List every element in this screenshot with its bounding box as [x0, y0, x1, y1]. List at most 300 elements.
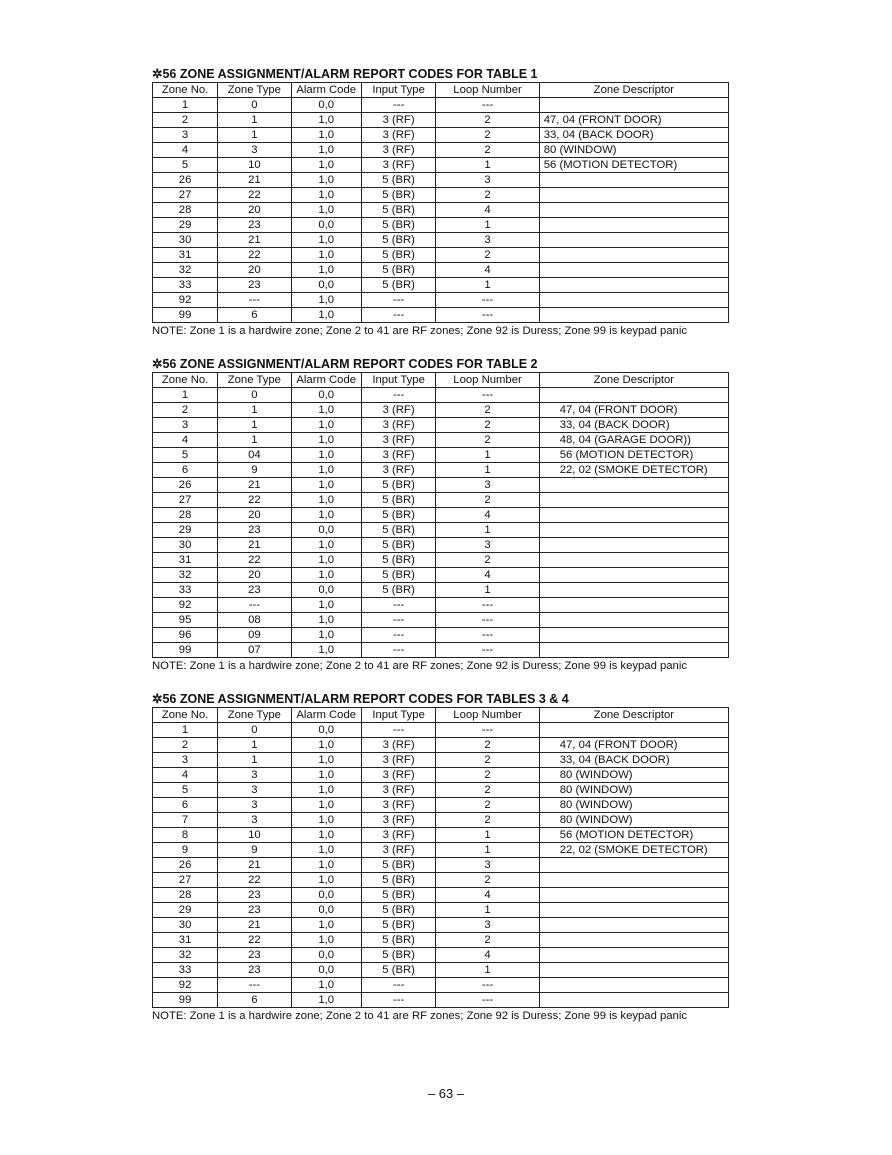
table-cell: ---: [436, 613, 539, 628]
table-row: [153, 448, 729, 463]
table-cell: 1: [436, 463, 539, 478]
table-cell: 5 (BR): [361, 278, 435, 293]
table-cell: 5 (BR): [361, 233, 435, 248]
table-row: [153, 218, 729, 233]
table-cell: 3 (RF): [361, 828, 435, 843]
table-cell: 1,0: [291, 918, 361, 933]
table-note: NOTE: Zone 1 is a hardwire zone; Zone 2 to 41 are RF zones; Zone 92 is Duress; Zone 99 is keypad panic: [152, 660, 687, 672]
table-cell: 10: [218, 828, 291, 843]
table-note: NOTE: Zone 1 is a hardwire zone; Zone 2 to 41 are RF zones; Zone 92 is Duress; Zone 99 is keypad panic: [152, 1010, 687, 1022]
table-cell: 4: [436, 203, 539, 218]
column-header: Zone No.: [153, 83, 218, 98]
section-title: ✲56 ZONE ASSIGNMENT/ALARM REPORT CODES FOR TABLE 1: [152, 67, 538, 81]
table-cell: [539, 933, 728, 948]
table-cell: 22, 02 (SMOKE DETECTOR): [539, 463, 728, 478]
table-cell: 6: [153, 463, 218, 478]
table-cell: [539, 598, 728, 613]
section-title: ✲56 ZONE ASSIGNMENT/ALARM REPORT CODES FOR TABLES 3 & 4: [152, 692, 569, 706]
table-cell: 22: [218, 553, 291, 568]
table-cell: [539, 553, 728, 568]
table-cell: 6: [218, 308, 291, 323]
table-cell: ---: [436, 993, 539, 1008]
table-cell: 1,0: [291, 993, 361, 1008]
table-cell: 1,0: [291, 753, 361, 768]
table-cell: [539, 903, 728, 918]
table-cell: 56 (MOTION DETECTOR): [539, 448, 728, 463]
table-cell: 22: [218, 248, 291, 263]
table-row: [153, 388, 729, 403]
table-cell: ---: [361, 993, 435, 1008]
table-cell: [539, 248, 728, 263]
table-cell: 22, 02 (SMOKE DETECTOR): [539, 843, 728, 858]
table-row: [153, 993, 729, 1008]
table-cell: 92: [153, 598, 218, 613]
table-cell: 92: [153, 293, 218, 308]
table-row: [153, 813, 729, 828]
table-cell: 1,0: [291, 263, 361, 278]
table-row: [153, 478, 729, 493]
table-cell: 5 (BR): [361, 888, 435, 903]
table-cell: 5 (BR): [361, 553, 435, 568]
table-cell: 1,0: [291, 308, 361, 323]
table-row: [153, 233, 729, 248]
table-row: [153, 203, 729, 218]
table-cell: 3 (RF): [361, 128, 435, 143]
table-cell: 5 (BR): [361, 918, 435, 933]
table-cell: 3 (RF): [361, 158, 435, 173]
table-cell: 0,0: [291, 388, 361, 403]
table-cell: 33, 04 (BACK DOOR): [539, 128, 728, 143]
table-cell: 5 (BR): [361, 903, 435, 918]
table-cell: 1: [436, 843, 539, 858]
table-cell: 1,0: [291, 768, 361, 783]
table-cell: 47, 04 (FRONT DOOR): [539, 403, 728, 418]
table-cell: 3 (RF): [361, 813, 435, 828]
table-row: [153, 278, 729, 293]
table-cell: [539, 948, 728, 963]
table-cell: 2: [153, 738, 218, 753]
table-cell: 5 (BR): [361, 248, 435, 263]
table-cell: 1,0: [291, 978, 361, 993]
table-cell: 0,0: [291, 903, 361, 918]
table-cell: 3 (RF): [361, 753, 435, 768]
table-cell: 32: [153, 948, 218, 963]
table-cell: 1,0: [291, 813, 361, 828]
table-row: [153, 433, 729, 448]
table-cell: 5 (BR): [361, 188, 435, 203]
table-cell: [539, 263, 728, 278]
table-cell: 2: [436, 493, 539, 508]
table-cell: ---: [436, 388, 539, 403]
table-cell: 1,0: [291, 628, 361, 643]
table-cell: 3 (RF): [361, 113, 435, 128]
table-cell: 56 (MOTION DETECTOR): [539, 828, 728, 843]
table-row: [153, 783, 729, 798]
table-cell: 9: [218, 843, 291, 858]
table-cell: [539, 568, 728, 583]
table-cell: [539, 523, 728, 538]
table-cell: 99: [153, 643, 218, 658]
table-cell: 5 (BR): [361, 218, 435, 233]
table-cell: 5 (BR): [361, 933, 435, 948]
table-cell: 1: [218, 113, 291, 128]
table-row: [153, 873, 729, 888]
table-cell: 96: [153, 628, 218, 643]
table-cell: 80 (WINDOW): [539, 143, 728, 158]
table-cell: [539, 218, 728, 233]
table-row: [153, 418, 729, 433]
table-cell: 08: [218, 613, 291, 628]
table-row: [153, 918, 729, 933]
table-row: [153, 978, 729, 993]
table-row: [153, 948, 729, 963]
table-cell: 29: [153, 523, 218, 538]
table-cell: 29: [153, 218, 218, 233]
table-row: [153, 538, 729, 553]
table-cell: 5 (BR): [361, 508, 435, 523]
table-cell: 1,0: [291, 418, 361, 433]
zone-table-section-3: [152, 692, 729, 1023]
table-row: [153, 643, 729, 658]
table-cell: 3: [436, 538, 539, 553]
table-cell: 4: [436, 568, 539, 583]
table-cell: 1,0: [291, 173, 361, 188]
table-cell: 8: [153, 828, 218, 843]
table-cell: 92: [153, 978, 218, 993]
table-cell: 2: [436, 783, 539, 798]
table-cell: [539, 98, 728, 113]
table-cell: 31: [153, 553, 218, 568]
table-cell: 28: [153, 203, 218, 218]
table-row: [153, 293, 729, 308]
column-header: Zone Type: [218, 83, 291, 98]
table-cell: 4: [436, 888, 539, 903]
table-cell: 47, 04 (FRONT DOOR): [539, 738, 728, 753]
table-cell: 0,0: [291, 523, 361, 538]
table-cell: 1,0: [291, 493, 361, 508]
table-cell: 20: [218, 203, 291, 218]
table-cell: 26: [153, 858, 218, 873]
table-cell: 3 (RF): [361, 463, 435, 478]
table-cell: 09: [218, 628, 291, 643]
table-cell: 1,0: [291, 403, 361, 418]
table-row: [153, 738, 729, 753]
table-cell: 1,0: [291, 613, 361, 628]
table-row: [153, 723, 729, 738]
table-cell: 6: [218, 993, 291, 1008]
table-row: [153, 798, 729, 813]
table-cell: 2: [436, 768, 539, 783]
table-cell: 1,0: [291, 433, 361, 448]
table-row: [153, 843, 729, 858]
table-cell: 5 (BR): [361, 173, 435, 188]
table-cell: 04: [218, 448, 291, 463]
table-cell: 2: [153, 403, 218, 418]
column-header: Input Type: [361, 708, 435, 723]
table-cell: [539, 493, 728, 508]
table-cell: 23: [218, 278, 291, 293]
table-cell: 3: [436, 173, 539, 188]
table-cell: 21: [218, 538, 291, 553]
table-cell: 5 (BR): [361, 493, 435, 508]
table-cell: 1,0: [291, 203, 361, 218]
table-cell: 33: [153, 963, 218, 978]
header-row: [153, 83, 729, 98]
table-cell: 1,0: [291, 598, 361, 613]
zone-assignment-table: [152, 82, 729, 323]
table-cell: 1: [436, 218, 539, 233]
table-cell: 0,0: [291, 888, 361, 903]
table-cell: ---: [361, 98, 435, 113]
table-cell: 26: [153, 173, 218, 188]
zone-table-section-1: [152, 67, 729, 338]
table-cell: 80 (WINDOW): [539, 768, 728, 783]
table-cell: [539, 643, 728, 658]
table-cell: 27: [153, 188, 218, 203]
table-cell: 10: [218, 158, 291, 173]
table-cell: 22: [218, 933, 291, 948]
table-cell: 1,0: [291, 873, 361, 888]
table-row: [153, 568, 729, 583]
table-cell: 30: [153, 538, 218, 553]
table-cell: 1: [436, 828, 539, 843]
table-cell: 0,0: [291, 98, 361, 113]
table-cell: 3 (RF): [361, 418, 435, 433]
table-cell: 21: [218, 478, 291, 493]
table-cell: 1: [218, 433, 291, 448]
table-cell: ---: [436, 598, 539, 613]
table-cell: [539, 583, 728, 598]
table-cell: 23: [218, 583, 291, 598]
table-cell: [539, 963, 728, 978]
table-row: [153, 523, 729, 538]
table-cell: 4: [153, 143, 218, 158]
table-cell: 5 (BR): [361, 263, 435, 278]
table-cell: 27: [153, 493, 218, 508]
table-cell: 99: [153, 993, 218, 1008]
table-cell: 1: [218, 738, 291, 753]
table-cell: 3: [218, 768, 291, 783]
table-cell: 3: [436, 478, 539, 493]
table-cell: 21: [218, 918, 291, 933]
table-cell: [539, 723, 728, 738]
table-cell: 33: [153, 583, 218, 598]
table-cell: 1,0: [291, 463, 361, 478]
table-cell: 33: [153, 278, 218, 293]
table-cell: 4: [436, 948, 539, 963]
table-cell: [539, 203, 728, 218]
table-cell: 0,0: [291, 278, 361, 293]
table-cell: 3 (RF): [361, 448, 435, 463]
table-cell: 0,0: [291, 583, 361, 598]
table-cell: 9: [218, 463, 291, 478]
table-cell: 1: [436, 903, 539, 918]
table-cell: 5 (BR): [361, 478, 435, 493]
table-cell: 2: [436, 753, 539, 768]
table-cell: 2: [436, 873, 539, 888]
table-cell: 2: [436, 418, 539, 433]
table-row: [153, 263, 729, 278]
table-cell: 1,0: [291, 143, 361, 158]
table-row: [153, 493, 729, 508]
section-title: ✲56 ZONE ASSIGNMENT/ALARM REPORT CODES FOR TABLE 2: [152, 357, 538, 371]
table-row: [153, 613, 729, 628]
table-cell: 26: [153, 478, 218, 493]
table-cell: 4: [436, 263, 539, 278]
table-cell: 5 (BR): [361, 538, 435, 553]
table-cell: 1: [436, 963, 539, 978]
table-cell: 2: [436, 143, 539, 158]
table-cell: 5 (BR): [361, 523, 435, 538]
table-cell: ---: [361, 978, 435, 993]
table-cell: [539, 628, 728, 643]
table-cell: [539, 978, 728, 993]
table-cell: 1,0: [291, 293, 361, 308]
column-header: Zone Descriptor: [539, 83, 728, 98]
table-cell: ---: [218, 978, 291, 993]
table-cell: 5 (BR): [361, 963, 435, 978]
table-cell: 3 (RF): [361, 143, 435, 158]
column-header: Loop Number: [436, 373, 539, 388]
column-header: Alarm Code: [291, 83, 361, 98]
table-cell: 1,0: [291, 188, 361, 203]
table-cell: 28: [153, 888, 218, 903]
table-note: NOTE: Zone 1 is a hardwire zone; Zone 2 to 41 are RF zones; Zone 92 is Duress; Zone 99 is keypad panic: [152, 325, 687, 337]
column-header: Loop Number: [436, 83, 539, 98]
table-cell: 2: [153, 113, 218, 128]
table-cell: [539, 873, 728, 888]
table-cell: 95: [153, 613, 218, 628]
column-header: Zone Type: [218, 708, 291, 723]
column-header: Input Type: [361, 373, 435, 388]
table-cell: 5: [153, 448, 218, 463]
table-row: [153, 463, 729, 478]
table-cell: 3: [153, 418, 218, 433]
table-cell: 29: [153, 903, 218, 918]
table-cell: [539, 233, 728, 248]
table-row: [153, 188, 729, 203]
table-cell: 1,0: [291, 128, 361, 143]
table-cell: 1,0: [291, 478, 361, 493]
table-cell: 3: [218, 143, 291, 158]
table-cell: 2: [436, 113, 539, 128]
table-cell: 5 (BR): [361, 948, 435, 963]
table-cell: 3: [153, 128, 218, 143]
table-cell: 7: [153, 813, 218, 828]
table-cell: 1,0: [291, 643, 361, 658]
table-cell: 0: [218, 723, 291, 738]
table-cell: 1: [153, 388, 218, 403]
table-row: [153, 583, 729, 598]
table-cell: 3: [218, 783, 291, 798]
table-cell: ---: [436, 98, 539, 113]
column-header: Zone No.: [153, 373, 218, 388]
table-cell: 5: [153, 158, 218, 173]
table-row: [153, 128, 729, 143]
column-header: Alarm Code: [291, 373, 361, 388]
table-cell: [539, 918, 728, 933]
table-row: [153, 508, 729, 523]
table-cell: ---: [361, 613, 435, 628]
table-cell: ---: [361, 388, 435, 403]
table-cell: 1,0: [291, 738, 361, 753]
table-cell: 23: [218, 888, 291, 903]
table-cell: 07: [218, 643, 291, 658]
table-cell: 1: [218, 418, 291, 433]
table-cell: [539, 388, 728, 403]
table-row: [153, 768, 729, 783]
table-cell: ---: [218, 598, 291, 613]
table-cell: [539, 188, 728, 203]
table-cell: ---: [436, 628, 539, 643]
table-cell: 20: [218, 508, 291, 523]
table-cell: 5 (BR): [361, 873, 435, 888]
table-cell: 2: [436, 128, 539, 143]
table-cell: 80 (WINDOW): [539, 813, 728, 828]
table-cell: 1,0: [291, 798, 361, 813]
table-cell: [539, 173, 728, 188]
column-header: Zone No.: [153, 708, 218, 723]
table-cell: 21: [218, 233, 291, 248]
table-cell: 3 (RF): [361, 768, 435, 783]
table-cell: 80 (WINDOW): [539, 783, 728, 798]
table-row: [153, 888, 729, 903]
table-cell: 4: [153, 768, 218, 783]
table-cell: 0,0: [291, 723, 361, 738]
table-cell: 1,0: [291, 113, 361, 128]
table-cell: 22: [218, 493, 291, 508]
table-row: [153, 963, 729, 978]
table-cell: 33, 04 (BACK DOOR): [539, 418, 728, 433]
table-cell: 5: [153, 783, 218, 798]
table-cell: 1: [218, 128, 291, 143]
table-cell: 23: [218, 948, 291, 963]
table-cell: 0: [218, 388, 291, 403]
table-cell: 0,0: [291, 948, 361, 963]
table-cell: ---: [436, 978, 539, 993]
table-row: [153, 828, 729, 843]
table-row: [153, 143, 729, 158]
table-row: [153, 403, 729, 418]
table-cell: 21: [218, 173, 291, 188]
column-header: Zone Type: [218, 373, 291, 388]
table-cell: 1: [218, 403, 291, 418]
column-header: Zone Descriptor: [539, 708, 728, 723]
table-cell: 3: [436, 233, 539, 248]
table-row: [153, 158, 729, 173]
table-cell: 2: [436, 553, 539, 568]
table-cell: 32: [153, 568, 218, 583]
table-cell: 22: [218, 873, 291, 888]
table-cell: 3 (RF): [361, 738, 435, 753]
table-cell: 30: [153, 233, 218, 248]
table-cell: 1: [153, 723, 218, 738]
table-cell: 3: [153, 753, 218, 768]
table-cell: 20: [218, 568, 291, 583]
table-cell: 5 (BR): [361, 203, 435, 218]
table-cell: [539, 293, 728, 308]
table-cell: 1,0: [291, 448, 361, 463]
table-row: [153, 628, 729, 643]
table-cell: [539, 888, 728, 903]
table-cell: 33, 04 (BACK DOOR): [539, 753, 728, 768]
table-cell: 2: [436, 403, 539, 418]
table-cell: 23: [218, 963, 291, 978]
table-cell: 9: [153, 843, 218, 858]
column-header: Input Type: [361, 83, 435, 98]
table-cell: 1,0: [291, 538, 361, 553]
zone-table-section-2: [152, 357, 729, 673]
